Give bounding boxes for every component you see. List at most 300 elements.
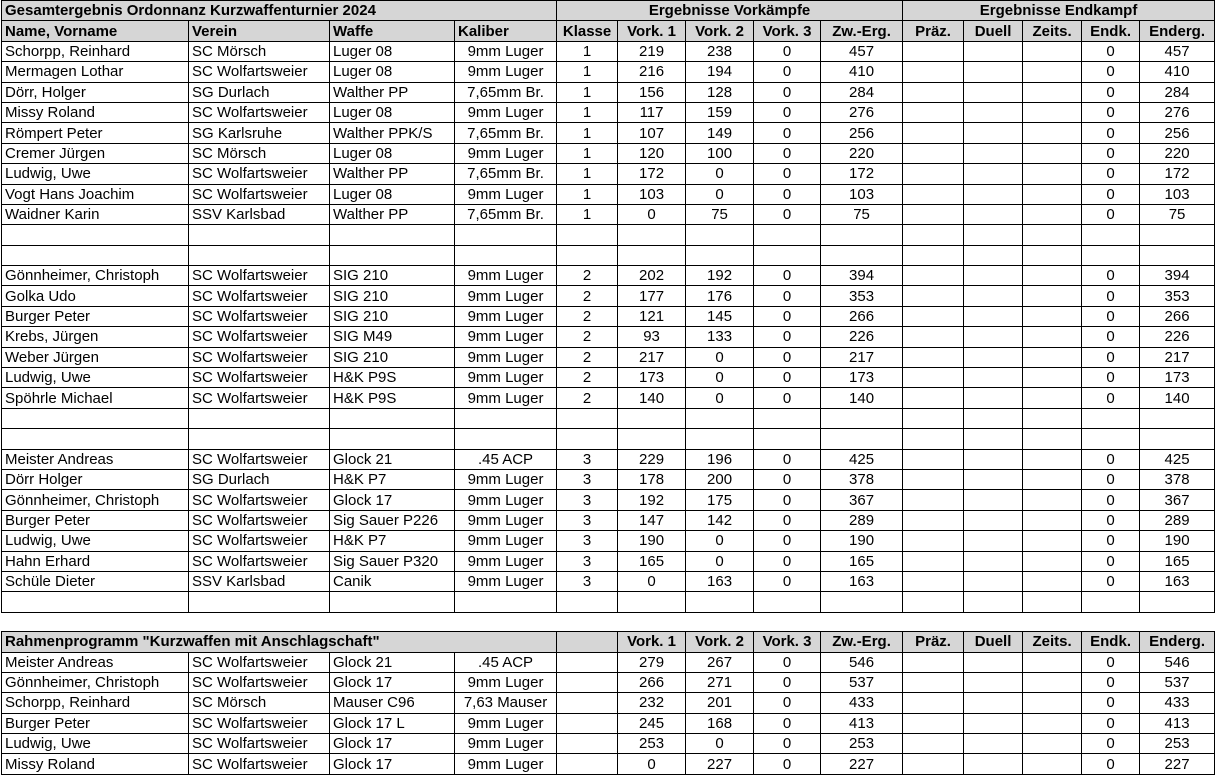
table-cell: 1: [557, 82, 618, 102]
gap-cell: [2, 612, 1215, 631]
empty-cell: [754, 429, 821, 449]
table-cell: [964, 41, 1023, 61]
table-cell: 276: [821, 102, 903, 122]
table-cell: 271: [686, 672, 754, 692]
table-cell: Römpert Peter: [2, 123, 189, 143]
table-cell: Schüle Dieter: [2, 571, 189, 591]
column-header: Kaliber: [455, 21, 557, 41]
table-cell: 9mm Luger: [455, 510, 557, 530]
table-cell: 245: [618, 713, 686, 733]
table-cell: [964, 82, 1023, 102]
table-cell: SC Wolfartsweier: [189, 713, 330, 733]
empty-cell: [557, 429, 618, 449]
table-cell: Missy Roland: [2, 754, 189, 774]
table-cell: Burger Peter: [2, 713, 189, 733]
empty-cell: [557, 225, 618, 245]
table-cell: 0: [754, 123, 821, 143]
table-row: [2, 82, 1215, 102]
table-cell: SC Wolfartsweier: [189, 306, 330, 326]
table-cell: 9mm Luger: [455, 571, 557, 591]
rahmen-header-row: [2, 632, 1215, 652]
table-cell: 226: [1140, 327, 1215, 347]
table-cell: 0: [754, 571, 821, 591]
table-cell: Schorpp, Reinhard: [2, 693, 189, 713]
table-cell: SIG 210: [330, 266, 455, 286]
table-cell: [1023, 204, 1082, 224]
empty-cell: [821, 245, 903, 265]
empty-cell: [1140, 592, 1215, 612]
table-cell: [1023, 266, 1082, 286]
table-cell: 0: [686, 388, 754, 408]
table-cell: SIG 210: [330, 347, 455, 367]
column-header: Waffe: [330, 21, 455, 41]
table-cell: [1023, 693, 1082, 713]
table-cell: 117: [618, 102, 686, 122]
table-cell: 3: [557, 551, 618, 571]
table-cell: [1023, 672, 1082, 692]
table-cell: 140: [618, 388, 686, 408]
column-header: Zw.-Erg.: [821, 632, 903, 652]
table-cell: [557, 693, 618, 713]
table-cell: 0: [754, 82, 821, 102]
table-row: [2, 306, 1215, 326]
table-cell: SC Wolfartsweier: [189, 672, 330, 692]
column-header: Präz.: [903, 21, 964, 41]
table-cell: [1023, 368, 1082, 388]
table-row: [2, 123, 1215, 143]
table-cell: 256: [821, 123, 903, 143]
table-cell: 192: [686, 266, 754, 286]
title-row: [2, 1, 1215, 21]
column-header: Duell: [964, 632, 1023, 652]
table-cell: 163: [821, 571, 903, 591]
table-cell: 0: [754, 652, 821, 672]
empty-cell: [557, 245, 618, 265]
table-cell: 3: [557, 469, 618, 489]
empty-row: [2, 225, 1215, 245]
table-cell: 256: [1140, 123, 1215, 143]
empty-cell: [1082, 429, 1140, 449]
table-cell: [964, 327, 1023, 347]
table-cell: 176: [686, 286, 754, 306]
empty-cell: [1140, 225, 1215, 245]
empty-cell: [557, 592, 618, 612]
table-cell: 0: [1082, 164, 1140, 184]
table-cell: Vogt Hans Joachim: [2, 184, 189, 204]
table-cell: 0: [754, 713, 821, 733]
table-cell: 9mm Luger: [455, 102, 557, 122]
table-cell: [557, 734, 618, 754]
empty-cell: [189, 225, 330, 245]
table-cell: [964, 306, 1023, 326]
table-cell: 0: [686, 551, 754, 571]
table-cell: Spöhrle Michael: [2, 388, 189, 408]
table-cell: SC Wolfartsweier: [189, 164, 330, 184]
table-cell: Meister Andreas: [2, 449, 189, 469]
table-cell: 0: [618, 571, 686, 591]
table-cell: 378: [1140, 469, 1215, 489]
table-cell: 149: [686, 123, 754, 143]
table-cell: [1023, 306, 1082, 326]
table-cell: [903, 713, 964, 733]
table-cell: 367: [1140, 490, 1215, 510]
table-cell: 266: [1140, 306, 1215, 326]
empty-cell: [1023, 245, 1082, 265]
table-cell: 0: [1082, 693, 1140, 713]
table-cell: 140: [1140, 388, 1215, 408]
table-cell: SSV Karlsbad: [189, 571, 330, 591]
table-cell: 165: [821, 551, 903, 571]
table-cell: Glock 17: [330, 490, 455, 510]
table-cell: 3: [557, 510, 618, 530]
table-cell: 194: [686, 62, 754, 82]
table-cell: [1023, 62, 1082, 82]
empty-cell: [455, 408, 557, 428]
empty-cell: [2, 408, 189, 428]
empty-cell: [964, 408, 1023, 428]
table-cell: 276: [1140, 102, 1215, 122]
column-header: Endk.: [1082, 21, 1140, 41]
table-cell: 93: [618, 327, 686, 347]
empty-cell: [821, 592, 903, 612]
table-cell: [1023, 388, 1082, 408]
table-cell: 1: [557, 164, 618, 184]
table-cell: 9mm Luger: [455, 551, 557, 571]
empty-cell: [618, 408, 686, 428]
table-cell: Luger 08: [330, 41, 455, 61]
table-cell: 0: [1082, 82, 1140, 102]
table-cell: 457: [1140, 41, 1215, 61]
table-cell: 9mm Luger: [455, 306, 557, 326]
table-cell: 0: [754, 306, 821, 326]
table-cell: Walther PPK/S: [330, 123, 455, 143]
table-cell: [1023, 490, 1082, 510]
table-cell: 190: [821, 531, 903, 551]
table-cell: [1023, 571, 1082, 591]
table-cell: 0: [1082, 510, 1140, 530]
table-cell: Burger Peter: [2, 510, 189, 530]
table-cell: 9mm Luger: [455, 184, 557, 204]
empty-cell: [686, 225, 754, 245]
table-cell: 0: [1082, 551, 1140, 571]
column-header-row: [2, 21, 1215, 41]
table-cell: SIG M49: [330, 327, 455, 347]
table-cell: 9mm Luger: [455, 531, 557, 551]
table-cell: SC Wolfartsweier: [189, 490, 330, 510]
table-cell: Luger 08: [330, 143, 455, 163]
table-cell: [1023, 327, 1082, 347]
section-header-vorkaempfe: Ergebnisse Vorkämpfe: [557, 1, 903, 21]
table-cell: 172: [821, 164, 903, 184]
table-cell: [964, 510, 1023, 530]
table-cell: 2: [557, 327, 618, 347]
table-cell: Schorpp, Reinhard: [2, 41, 189, 61]
table-cell: Luger 08: [330, 184, 455, 204]
table-cell: [557, 713, 618, 733]
table-cell: [903, 490, 964, 510]
table-cell: 75: [1140, 204, 1215, 224]
empty-cell: [1082, 408, 1140, 428]
table-cell: SG Durlach: [189, 469, 330, 489]
table-cell: [903, 510, 964, 530]
table-cell: 0: [754, 266, 821, 286]
table-cell: 0: [1082, 531, 1140, 551]
table-cell: 219: [618, 41, 686, 61]
table-cell: SC Mörsch: [189, 143, 330, 163]
table-cell: Luger 08: [330, 62, 455, 82]
table-cell: H&K P7: [330, 531, 455, 551]
table-cell: 168: [686, 713, 754, 733]
empty-cell: [964, 245, 1023, 265]
table-cell: Ludwig, Uwe: [2, 368, 189, 388]
table-cell: [1023, 469, 1082, 489]
table-row: [2, 143, 1215, 163]
table-cell: [964, 551, 1023, 571]
table-cell: [964, 571, 1023, 591]
empty-cell: [964, 429, 1023, 449]
table-cell: SG Karlsruhe: [189, 123, 330, 143]
column-header: Endk.: [1082, 632, 1140, 652]
empty-cell: [821, 429, 903, 449]
table-cell: 394: [1140, 266, 1215, 286]
table-cell: [964, 469, 1023, 489]
table-cell: SC Wolfartsweier: [189, 347, 330, 367]
table-cell: 0: [1082, 62, 1140, 82]
table-cell: 1: [557, 123, 618, 143]
table-cell: 0: [754, 693, 821, 713]
table-cell: H&K P7: [330, 469, 455, 489]
table-cell: 9mm Luger: [455, 368, 557, 388]
table-cell: 394: [821, 266, 903, 286]
table-cell: [1023, 82, 1082, 102]
table-cell: [903, 41, 964, 61]
table-cell: 0: [754, 531, 821, 551]
table-cell: [903, 388, 964, 408]
table-row: [2, 551, 1215, 571]
column-header: Vork. 2: [686, 21, 754, 41]
table-cell: [903, 734, 964, 754]
empty-cell: [754, 408, 821, 428]
empty-cell: [189, 408, 330, 428]
table-row: [2, 531, 1215, 551]
table-cell: 266: [821, 306, 903, 326]
table-row: [2, 754, 1215, 774]
table-cell: Walther PP: [330, 82, 455, 102]
table-cell: 0: [754, 551, 821, 571]
table-row: [2, 469, 1215, 489]
table-cell: 9mm Luger: [455, 469, 557, 489]
table-cell: 3: [557, 449, 618, 469]
table-cell: 0: [618, 204, 686, 224]
empty-cell: [330, 245, 455, 265]
table-cell: 192: [618, 490, 686, 510]
table-cell: Glock 17: [330, 672, 455, 692]
table-cell: 284: [821, 82, 903, 102]
table-cell: [903, 184, 964, 204]
empty-cell: [903, 408, 964, 428]
empty-cell: [754, 245, 821, 265]
table-cell: [903, 286, 964, 306]
table-cell: 2: [557, 306, 618, 326]
empty-cell: [1140, 245, 1215, 265]
table-cell: 0: [1082, 143, 1140, 163]
table-cell: 173: [618, 368, 686, 388]
table-cell: [903, 82, 964, 102]
table-cell: 9mm Luger: [455, 286, 557, 306]
table-cell: [964, 266, 1023, 286]
header-empty: [557, 632, 618, 652]
table-row: [2, 62, 1215, 82]
table-cell: [557, 672, 618, 692]
column-header: Vork. 1: [618, 21, 686, 41]
table-cell: [1023, 734, 1082, 754]
table-cell: [903, 347, 964, 367]
table-cell: 173: [821, 368, 903, 388]
table-cell: 165: [618, 551, 686, 571]
table-cell: 7,65mm Br.: [455, 82, 557, 102]
table-cell: [903, 652, 964, 672]
table-cell: 9mm Luger: [455, 754, 557, 774]
table-cell: 9mm Luger: [455, 490, 557, 510]
table-row: [2, 672, 1215, 692]
table-cell: 537: [1140, 672, 1215, 692]
table-cell: 177: [618, 286, 686, 306]
table-cell: [964, 184, 1023, 204]
table-cell: SC Wolfartsweier: [189, 62, 330, 82]
table-cell: 279: [618, 652, 686, 672]
column-header: Enderg.: [1140, 21, 1215, 41]
table-cell: 253: [618, 734, 686, 754]
table-cell: [964, 347, 1023, 367]
table-cell: 1: [557, 184, 618, 204]
empty-cell: [455, 592, 557, 612]
table-cell: 0: [686, 184, 754, 204]
table-cell: Hahn Erhard: [2, 551, 189, 571]
table-cell: 0: [1082, 41, 1140, 61]
table-cell: 433: [821, 693, 903, 713]
empty-cell: [330, 225, 455, 245]
table-cell: 410: [821, 62, 903, 82]
table-row: [2, 327, 1215, 347]
results-table: [1, 0, 1215, 775]
empty-cell: [686, 592, 754, 612]
table-row: [2, 41, 1215, 61]
empty-cell: [2, 592, 189, 612]
empty-cell: [330, 408, 455, 428]
table-cell: 103: [1140, 184, 1215, 204]
table-cell: 201: [686, 693, 754, 713]
table-row: [2, 388, 1215, 408]
table-cell: [964, 693, 1023, 713]
table-cell: 0: [1082, 672, 1140, 692]
table-cell: SC Wolfartsweier: [189, 286, 330, 306]
table-row: [2, 368, 1215, 388]
table-cell: 172: [618, 164, 686, 184]
table-cell: 229: [618, 449, 686, 469]
table-cell: Glock 21: [330, 449, 455, 469]
table-cell: [1023, 652, 1082, 672]
table-cell: [903, 469, 964, 489]
empty-cell: [618, 225, 686, 245]
table-cell: 0: [754, 388, 821, 408]
table-cell: [1023, 449, 1082, 469]
table-cell: 75: [821, 204, 903, 224]
table-cell: Sig Sauer P320: [330, 551, 455, 571]
table-cell: .45 ACP: [455, 449, 557, 469]
table-cell: 0: [1082, 490, 1140, 510]
column-header: Name, Vorname: [2, 21, 189, 41]
table-cell: [964, 672, 1023, 692]
empty-row: [2, 592, 1215, 612]
table-cell: 0: [754, 164, 821, 184]
empty-cell: [1140, 429, 1215, 449]
table-cell: 133: [686, 327, 754, 347]
table-cell: 0: [754, 62, 821, 82]
table-cell: SC Wolfartsweier: [189, 388, 330, 408]
table-cell: 0: [1082, 123, 1140, 143]
table-cell: 216: [618, 62, 686, 82]
table-cell: [964, 286, 1023, 306]
table-cell: Canik: [330, 571, 455, 591]
empty-cell: [455, 225, 557, 245]
table-cell: [903, 306, 964, 326]
table-cell: 9mm Luger: [455, 143, 557, 163]
table-cell: 190: [1140, 531, 1215, 551]
table-cell: SC Wolfartsweier: [189, 551, 330, 571]
table-cell: [964, 143, 1023, 163]
table-cell: 140: [821, 388, 903, 408]
table-cell: 0: [754, 469, 821, 489]
table-cell: [1023, 754, 1082, 774]
table-cell: 128: [686, 82, 754, 102]
empty-cell: [903, 429, 964, 449]
table-cell: Glock 21: [330, 652, 455, 672]
table-cell: [964, 388, 1023, 408]
empty-cell: [1140, 408, 1215, 428]
table-cell: SC Wolfartsweier: [189, 754, 330, 774]
table-cell: Ludwig, Uwe: [2, 734, 189, 754]
table-cell: Glock 17 L: [330, 713, 455, 733]
table-cell: 0: [1082, 102, 1140, 122]
table-cell: 284: [1140, 82, 1215, 102]
table-cell: [903, 62, 964, 82]
table-cell: 9mm Luger: [455, 41, 557, 61]
empty-cell: [618, 592, 686, 612]
table-cell: Walther PP: [330, 204, 455, 224]
table-cell: Weber Jürgen: [2, 347, 189, 367]
table-cell: 200: [686, 469, 754, 489]
empty-cell: [754, 225, 821, 245]
table-cell: Ludwig, Uwe: [2, 164, 189, 184]
table-cell: 367: [821, 490, 903, 510]
table-cell: [964, 713, 1023, 733]
table-cell: 0: [754, 510, 821, 530]
table-cell: SIG 210: [330, 306, 455, 326]
table-cell: 0: [754, 347, 821, 367]
table-cell: 217: [1140, 347, 1215, 367]
table-cell: 100: [686, 143, 754, 163]
table-cell: 0: [686, 347, 754, 367]
table-cell: 172: [1140, 164, 1215, 184]
table-cell: 0: [1082, 734, 1140, 754]
table-cell: 0: [754, 490, 821, 510]
empty-cell: [1023, 408, 1082, 428]
table-cell: [903, 143, 964, 163]
table-cell: 413: [821, 713, 903, 733]
table-cell: 1: [557, 143, 618, 163]
table-cell: 457: [821, 41, 903, 61]
table-cell: 9mm Luger: [455, 672, 557, 692]
